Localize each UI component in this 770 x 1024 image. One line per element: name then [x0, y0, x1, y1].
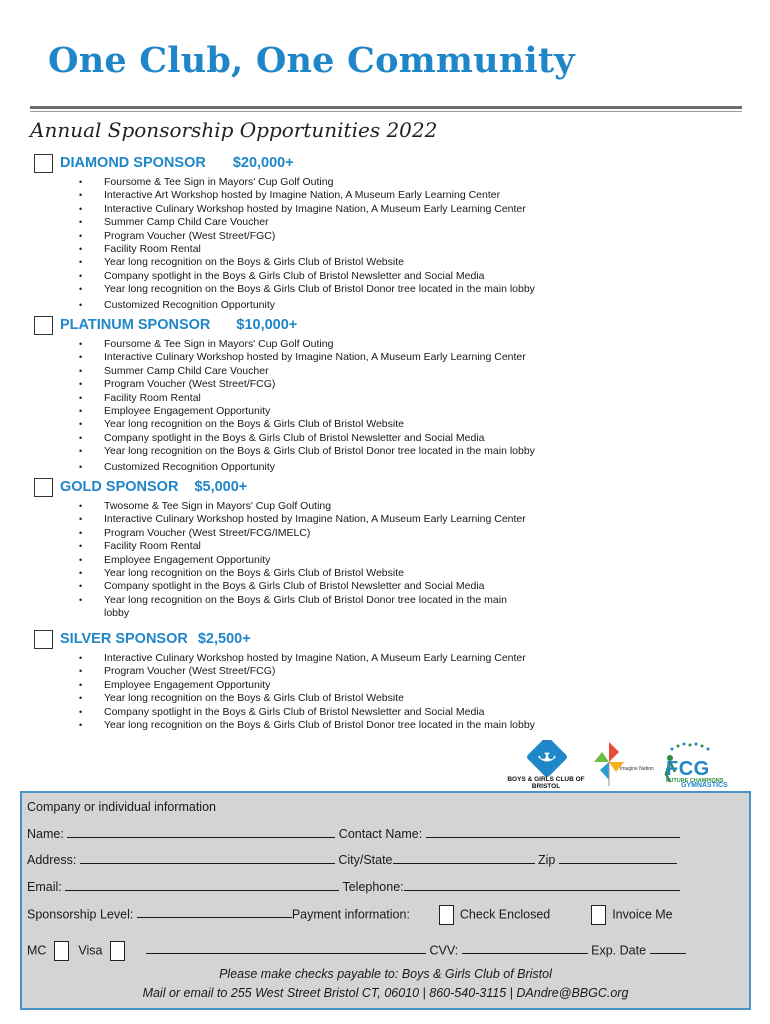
payment-info-label: Payment information: [291, 907, 410, 922]
cvv-field[interactable] [462, 942, 588, 954]
email-row [27, 879, 680, 894]
card-number-field[interactable] [146, 942, 426, 954]
sponsorship-level-label: Sponsorship Level: [27, 907, 134, 922]
list-item: • Employee Engagement Opportunity [78, 679, 535, 692]
name-label: Name: [27, 827, 64, 841]
mc-checkbox[interactable] [54, 941, 69, 961]
city-state-label: City/State [338, 853, 393, 867]
invoice-me-label: Invoice Me [612, 907, 673, 922]
list-item: • Customized Recognition Opportunity [78, 299, 535, 312]
tier-price: $2,500+ [197, 631, 251, 647]
list-item: • Program Voucher (West Street/FCG) [78, 378, 535, 391]
address-label: Address: [27, 853, 77, 867]
exp-date-field[interactable] [650, 942, 686, 954]
zip-label: Zip [537, 853, 556, 867]
sponsor-info-form [20, 791, 751, 1010]
title-divider-thin [30, 111, 742, 112]
tier-name: PLATINUM SPONSOR [60, 317, 211, 333]
check-enclosed-checkbox[interactable] [439, 905, 454, 925]
tier-platinum [34, 315, 535, 474]
card-row [27, 941, 686, 961]
silver-checkbox[interactable] [34, 630, 53, 649]
tier-name: SILVER SPONSOR [60, 631, 188, 647]
list-item: • Facility Room Rental [78, 243, 535, 256]
contact-name-field[interactable] [426, 826, 680, 838]
list-item: • Summer Camp Child Care Voucher [78, 365, 535, 378]
list-item: • Program Voucher (West Street/FGC) [78, 230, 535, 243]
visa-checkbox[interactable] [110, 941, 125, 961]
mc-label: MC [27, 943, 47, 958]
list-item: • Interactive Culinary Workshop hosted by Imagine Nation, A Museum Early Learning Center [78, 513, 526, 526]
tier-price: $5,000+ [194, 479, 248, 495]
diamond-checkbox[interactable] [34, 154, 53, 173]
list-item: • Employee Engagement Opportunity [78, 405, 535, 418]
list-item: • Twosome & Tee Sign in Mayors' Cup Golf Outing [78, 500, 526, 513]
list-item: • Company spotlight in the Boys & Girls Club of Bristol Newsletter and Social Media [78, 432, 535, 445]
email-label: Email: [27, 880, 62, 894]
name-row [27, 826, 680, 841]
list-item: • Program Voucher (West Street/FCG) [78, 665, 535, 678]
list-item: • Year long recognition on the Boys & Girls Club of Bristol Website [78, 418, 535, 431]
tier-silver [34, 629, 535, 732]
list-item: • Interactive Art Workshop hosted by Imagine Nation, A Museum Early Learning Center [78, 189, 535, 202]
sponsorship-level-field[interactable] [137, 906, 292, 918]
name-field[interactable] [67, 826, 335, 838]
list-item: • Employee Engagement Opportunity [78, 554, 526, 567]
list-item: • Interactive Culinary Workshop hosted by Imagine Nation, A Museum Early Learning Center [78, 203, 535, 216]
list-item: • Interactive Culinary Workshop hosted by Imagine Nation, A Museum Early Learning Center [78, 652, 535, 665]
cvv-label: CVV: [429, 943, 459, 958]
telephone-label: Telephone: [342, 880, 404, 894]
imagine-nation-logo-text: Imagine Nation [620, 766, 654, 772]
page-subtitle: Annual Sponsorship Opportunities 2022 [30, 118, 438, 142]
list-item: • Year long recognition on the Boys & Girls Club of Bristol Website [78, 567, 526, 580]
list-item: • Facility Room Rental [78, 540, 526, 553]
bgc-logo-text: BOYS & GIRLS CLUB OF BRISTOL [507, 776, 585, 790]
list-item: • Year long recognition on the Boys & Girls Club of Bristol Donor tree located in the main lobby [78, 719, 535, 732]
form-heading: Company or individual information [27, 800, 216, 814]
list-item: • Program Voucher (West Street/FCG/IMELC) [78, 527, 526, 540]
email-field[interactable] [65, 879, 339, 891]
fcg-logo-text: FCG [666, 758, 710, 780]
list-item: • Company spotlight in the Boys & Girls Club of Bristol Newsletter and Social Media [78, 706, 535, 719]
contact-name-label: Contact Name: [338, 827, 423, 841]
tier-diamond [34, 153, 535, 312]
list-item: • Foursome & Tee Sign in Mayors' Cup Golf Outing [78, 338, 535, 351]
check-enclosed-label: Check Enclosed [459, 907, 551, 922]
list-item: • Facility Room Rental [78, 392, 535, 405]
fcg-logo-gymnastics: GYMNASTICS [681, 782, 728, 789]
city-state-field[interactable] [393, 852, 535, 864]
list-item: • Year long recognition on the Boys & Girls Club of Bristol Donor tree located in the main [78, 594, 526, 607]
list-item: • Year long recognition on the Boys & Girls Club of Bristol Website [78, 692, 535, 705]
gold-checkbox[interactable] [34, 478, 53, 497]
tier-benefits-list [78, 176, 535, 312]
telephone-field[interactable] [404, 879, 680, 891]
mail-note: Mail or email to 255 West Street Bristol CT, 06010 | 860-540-3115 | DAndre@BBGC.org [142, 986, 629, 1000]
tier-gold [34, 477, 526, 621]
tier-name: GOLD SPONSOR [60, 479, 179, 495]
tier-price: $10,000+ [236, 317, 298, 333]
tier-name: DIAMOND SPONSOR [60, 155, 206, 171]
list-item: • Year long recognition on the Boys & Girls Club of Bristol Website [78, 256, 535, 269]
tier-price: $20,000+ [232, 155, 294, 171]
imagine-nation-pinwheel-logo [592, 740, 626, 786]
exp-date-label: Exp. Date [591, 943, 647, 958]
payable-note: Please make checks payable to: Boys & Girls Club of Bristol [219, 967, 552, 981]
title-divider [30, 106, 742, 109]
address-field[interactable] [80, 852, 335, 864]
list-item: • Year long recognition on the Boys & Girls Club of Bristol Donor tree located in the main lobby [78, 283, 535, 296]
list-item: • Foursome & Tee Sign in Mayors' Cup Golf Outing [78, 176, 535, 189]
page-title: One Club, One Community [48, 40, 575, 81]
list-item: • Summer Camp Child Care Voucher [78, 216, 535, 229]
list-item: • Customized Recognition Opportunity [78, 461, 535, 474]
boys-girls-club-logo [524, 740, 570, 778]
tier-benefits-list [78, 338, 535, 474]
list-item: • Company spotlight in the Boys & Girls Club of Bristol Newsletter and Social Media [78, 270, 535, 283]
tier-benefits-list [78, 652, 535, 732]
invoice-me-checkbox[interactable] [591, 905, 606, 925]
list-item: • Interactive Culinary Workshop hosted by Imagine Nation, A Museum Early Learning Center [78, 351, 535, 364]
fcg-logo-subtext: FUTURE CHAMPIONS [666, 778, 724, 784]
platinum-checkbox[interactable] [34, 316, 53, 335]
visa-label: Visa [78, 943, 103, 958]
tier-benefits-list [78, 500, 526, 621]
list-item: • Year long recognition on the Boys & Girls Club of Bristol Donor tree located in the main lobby [78, 445, 535, 458]
list-item-continuation: lobby [104, 607, 130, 620]
zip-field[interactable] [559, 852, 677, 864]
sponsorship-row [27, 905, 673, 925]
list-item: • Company spotlight in the Boys & Girls Club of Bristol Newsletter and Social Media [78, 580, 526, 593]
address-row [27, 852, 677, 867]
